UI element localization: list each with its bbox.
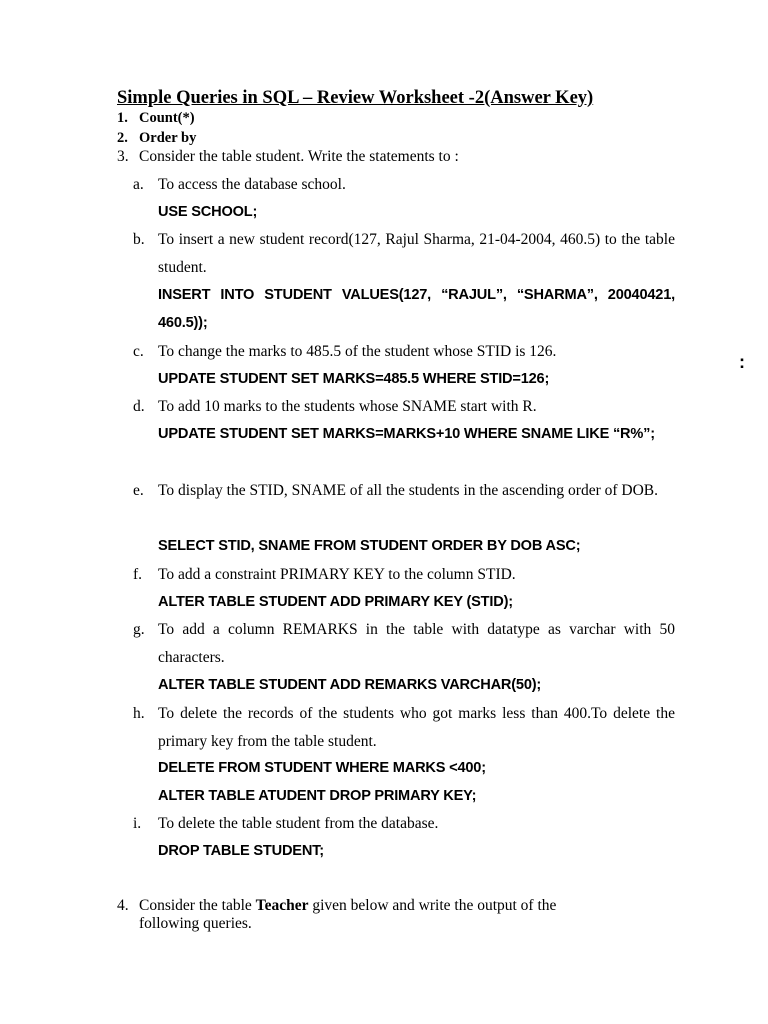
question-text-after: given below and write the output of the following queries.: [139, 897, 557, 932]
sub-text: To access the database school.: [158, 176, 346, 193]
question-number: 4.: [117, 897, 129, 914]
answer-g: ALTER TABLE STUDENT ADD REMARKS VARCHAR(50);: [158, 677, 542, 693]
question-text: [139, 897, 617, 933]
sub-text: To add a column REMARKS in the table with datatype as varchar with 50 characters.: [158, 621, 675, 666]
sub-question-g: [133, 616, 675, 671]
sub-text: To display the STID, SNAME of all the students in the ascending order of DOB.: [158, 482, 659, 499]
sub-text: To insert a new student record(127, Rajul Sharma, 21-04-2004, 460.5) to the table student.: [158, 231, 675, 276]
sub-letter: h.: [133, 705, 145, 722]
answer-b: INSERT INTO STUDENT VALUES(127, “RAJUL”, “SHARMA”, 20040421, 460.5));: [158, 287, 675, 331]
answer-h-1: DELETE FROM STUDENT WHERE MARKS <400;: [158, 760, 486, 776]
sub-question-h: [133, 700, 675, 755]
sub-question-d: [133, 393, 675, 421]
question-text: Consider the table student. Write the statements to :: [139, 148, 459, 165]
answer-e: SELECT STID, SNAME FROM STUDENT ORDER BY DOB ASC;: [158, 538, 581, 554]
sub-letter: c.: [133, 343, 144, 360]
sub-letter: e.: [133, 482, 144, 499]
question-number: 3.: [117, 148, 129, 165]
question-4: [117, 897, 617, 933]
item-text: Count(*): [139, 110, 195, 126]
answer-d: UPDATE STUDENT SET MARKS=MARKS+10 WHERE SNAME LIKE “R%”;: [158, 426, 655, 442]
sub-text: To add 10 marks to the students whose SNAME start with R.: [158, 398, 537, 415]
answer-i: DROP TABLE STUDENT;: [158, 843, 324, 859]
item-text: Order by: [139, 130, 197, 146]
sub-question-f: [133, 561, 675, 589]
sub-question-i: [133, 810, 675, 838]
sub-letter: g.: [133, 621, 145, 638]
page-title: Simple Queries in SQL – Review Worksheet -2(Answer Key): [117, 88, 594, 108]
sub-text: To add a constraint PRIMARY KEY to the column STID.: [158, 566, 516, 583]
sub-question-e: [133, 477, 675, 505]
sub-text: To delete the table student from the database.: [158, 815, 439, 832]
sub-letter: i.: [133, 815, 142, 832]
sub-question-a: [133, 171, 675, 199]
sub-letter: b.: [133, 231, 145, 248]
sub-text: To delete the records of the students who got marks less than 400.To delete the primary key from the table student.: [158, 705, 675, 750]
stray-mark: :: [739, 352, 745, 372]
item-number: 1.: [117, 110, 128, 126]
table-name-teacher: Teacher: [255, 897, 309, 914]
question-text-before: Consider the table: [139, 897, 256, 914]
sub-letter: f.: [133, 566, 143, 583]
sub-text: To change the marks to 485.5 of the student whose STID is 126.: [158, 343, 557, 360]
answer-a: USE SCHOOL;: [158, 204, 258, 220]
sub-letter: a.: [133, 176, 144, 193]
answer-item-1: [117, 110, 195, 127]
sub-question-c: [133, 338, 675, 366]
item-number: 2.: [117, 130, 128, 146]
question-3: [117, 148, 459, 166]
answer-h-2: ALTER TABLE ATUDENT DROP PRIMARY KEY;: [158, 788, 477, 804]
answer-f: ALTER TABLE STUDENT ADD PRIMARY KEY (STID);: [158, 594, 513, 610]
sub-question-b: [133, 226, 675, 281]
answer-item-2: [117, 130, 196, 147]
answer-c: UPDATE STUDENT SET MARKS=485.5 WHERE STID=126;: [158, 371, 550, 387]
sub-letter: d.: [133, 398, 145, 415]
